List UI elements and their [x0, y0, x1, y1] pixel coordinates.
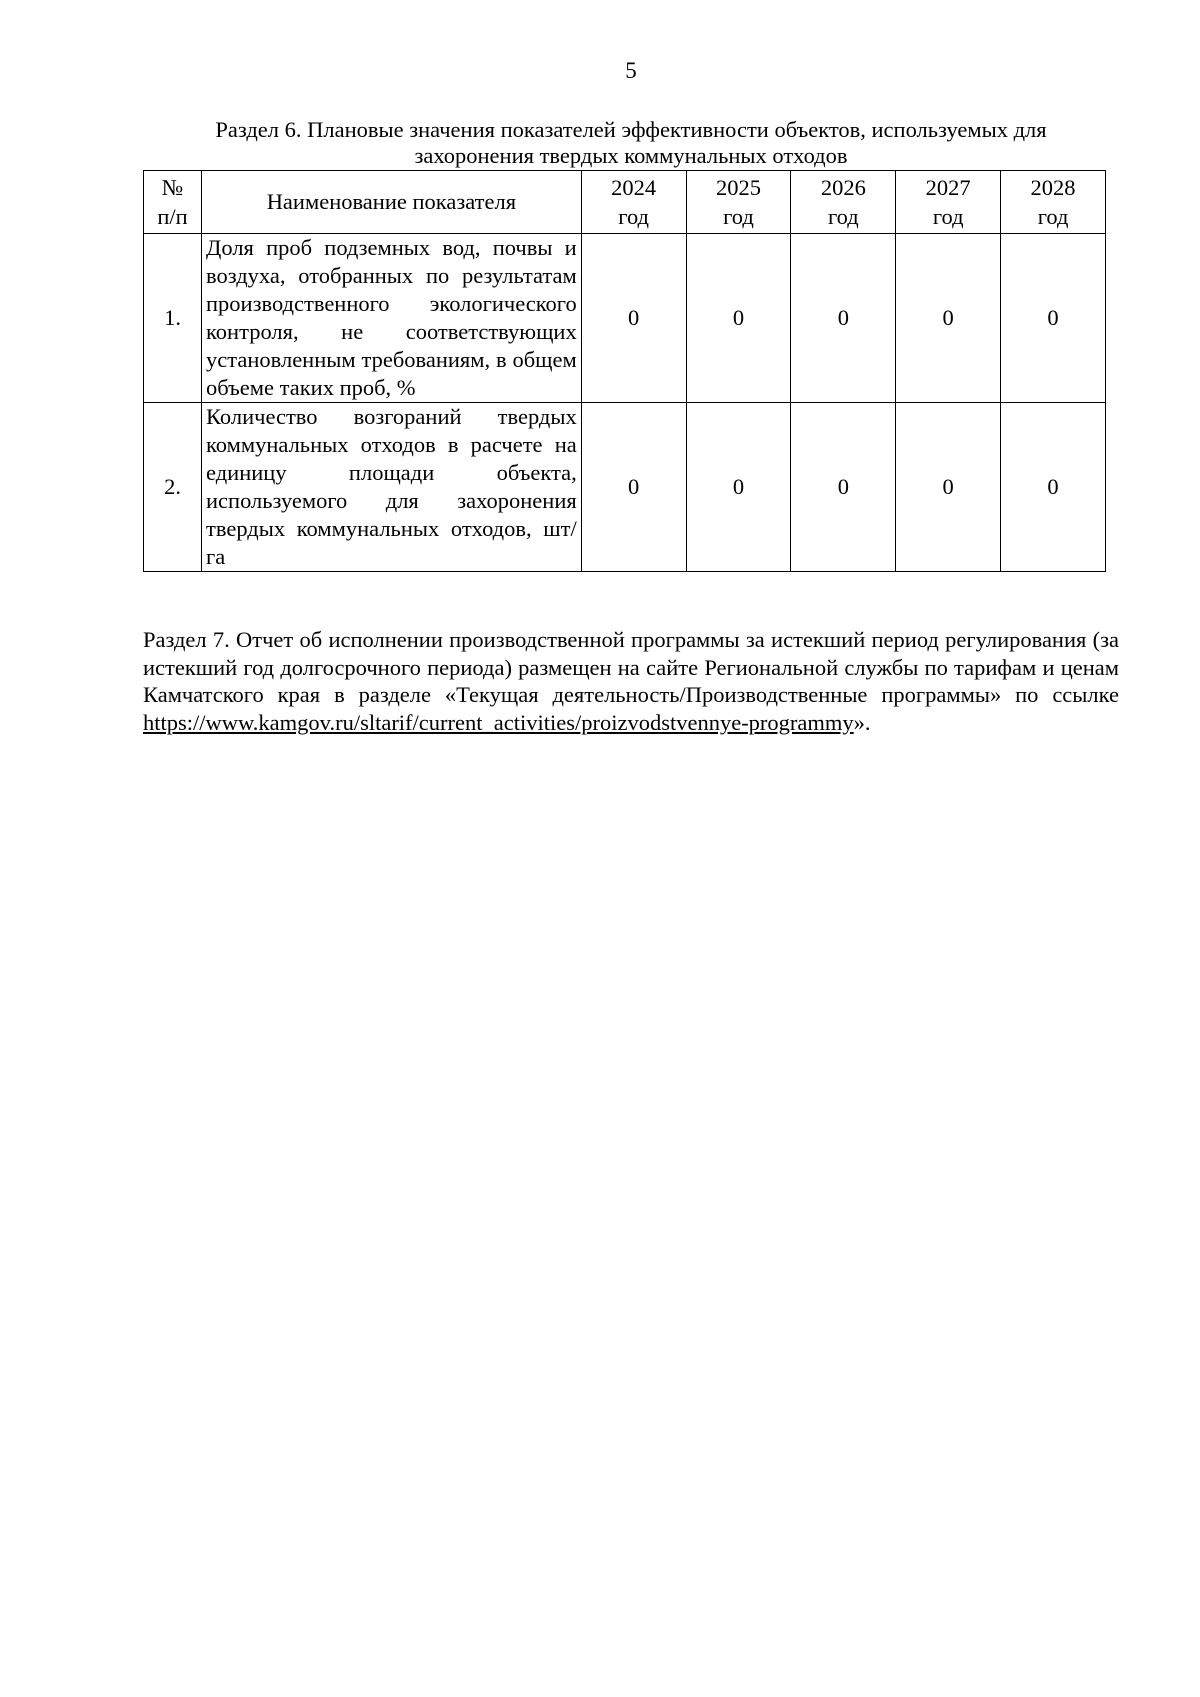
- header-year-2025: [686, 171, 791, 234]
- table-header-row: [144, 171, 1106, 234]
- header-year-unit: год: [1037, 204, 1069, 229]
- row-value-2027: 0: [896, 234, 1001, 403]
- header-number-line-2: п/п: [157, 204, 188, 229]
- section-6-title-line-1: Раздел 6. Плановые значения показателей эффективности объектов, используемых для: [215, 117, 1047, 142]
- indicators-table: [143, 170, 1106, 572]
- section-7-paragraph: [143, 626, 1119, 736]
- production-programs-link[interactable]: https://www.kamgov.ru/sltarif/current_activities/proizvodstvennye-programmy: [143, 709, 854, 735]
- header-indicator-name: Наименование показателя: [202, 171, 582, 234]
- row-number: 2.: [144, 403, 202, 572]
- page-number: 5: [625, 58, 637, 83]
- section-7-closing: ».: [853, 709, 871, 735]
- table-row: [144, 403, 1106, 572]
- header-year-2024: [581, 171, 686, 234]
- table-row: [144, 234, 1106, 403]
- header-year-unit: год: [932, 204, 964, 229]
- header-year-unit: год: [827, 204, 859, 229]
- row-value-2027: 0: [896, 403, 1001, 572]
- row-value-2028: 0: [1001, 234, 1106, 403]
- row-value-2025: 0: [686, 403, 791, 572]
- row-value-2024: 0: [581, 403, 686, 572]
- header-year-value: 2025: [715, 175, 761, 200]
- header-year-value: 2027: [925, 175, 971, 200]
- header-year-unit: год: [723, 204, 754, 229]
- row-indicator-name: Доля проб подземных вод, почвы и воздуха, отобранных по результатам производственного экологического контроля, не соответствующих установленным требованиям, в общем объеме таких проб, %: [202, 234, 582, 403]
- section-6-title: [143, 117, 1119, 169]
- row-indicator-name: Количество возгораний твердых коммунальных отходов в расчете на единицу площади объекта, используемого для захоронения твердых коммунальных отходов, шт/га: [202, 403, 582, 572]
- header-year-unit: год: [618, 204, 649, 229]
- row-value-2024: 0: [581, 234, 686, 403]
- header-year-2028: [1001, 171, 1106, 234]
- header-year-2027: [896, 171, 1001, 234]
- row-value-2025: 0: [686, 234, 791, 403]
- row-value-2026: 0: [791, 234, 896, 403]
- header-year-value: 2024: [611, 175, 657, 200]
- header-year-value: 2026: [820, 175, 866, 200]
- header-number: [144, 171, 202, 234]
- header-year-2026: [791, 171, 896, 234]
- section-6-title-line-2: захоронения твердых коммунальных отходов: [414, 143, 848, 168]
- section-7-text: Раздел 7. Отчет об исполнении производственной программы за истекший период регулирования (за истекший год долгосрочного периода) размещен на сайте Региональной службы по тарифам и ценам Камчатского края в разделе «Текущая деятельность/Производственные программы» по ссылке: [143, 627, 1119, 707]
- row-value-2026: 0: [791, 403, 896, 572]
- header-year-value: 2028: [1030, 175, 1076, 200]
- row-number: 1.: [144, 234, 202, 403]
- row-value-2028: 0: [1001, 403, 1106, 572]
- header-number-line-1: №: [161, 175, 184, 200]
